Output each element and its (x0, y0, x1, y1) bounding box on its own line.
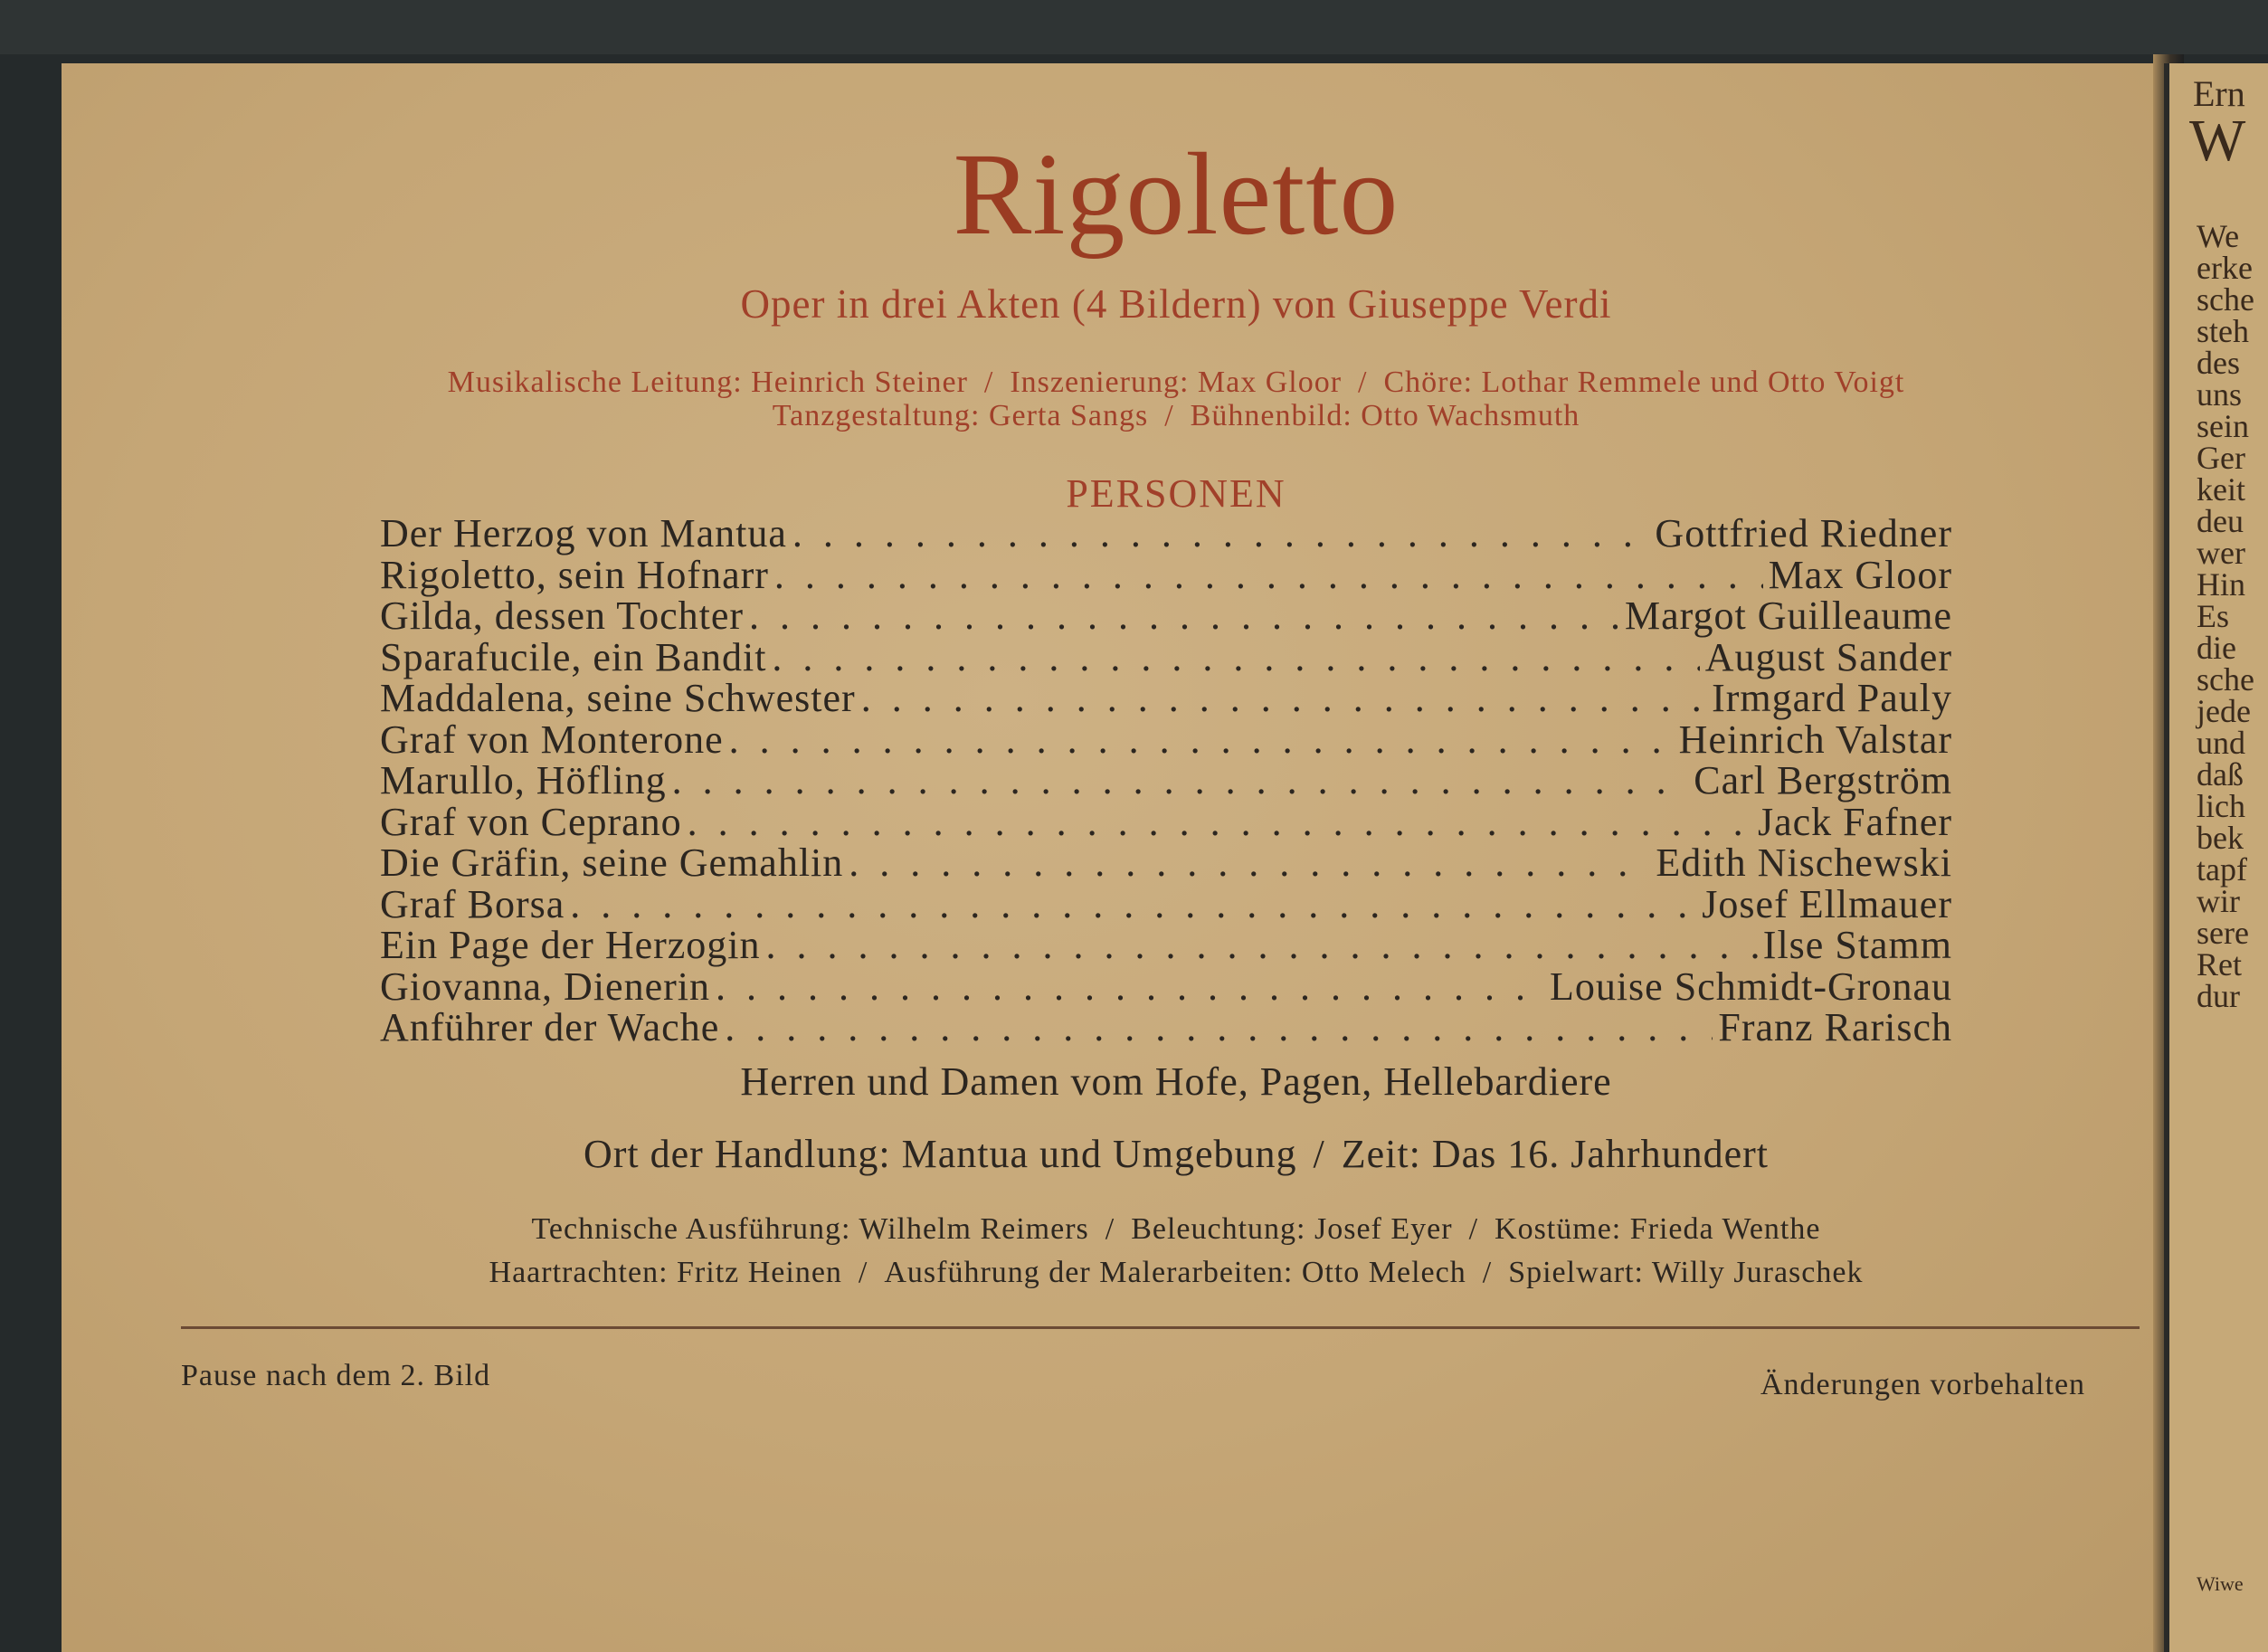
leader-dots (672, 760, 1689, 802)
cast-actor: August Sander (1704, 634, 1952, 679)
cast-row (380, 842, 1952, 884)
facing-text: W (2189, 108, 2246, 174)
facing-text: daß (2197, 756, 2244, 793)
cast-actor: Ilse Stamm (1762, 923, 1952, 967)
cast-role: Marullo, Höfling (380, 758, 667, 802)
facing-text: lich (2197, 788, 2245, 824)
facing-text: wir (2197, 883, 2240, 919)
facing-text: sche (2197, 281, 2254, 318)
cast-actor: Josef Ellmauer (1702, 881, 1952, 926)
cast-row (380, 719, 1952, 761)
leader-dots (849, 842, 1650, 884)
cast-row (380, 634, 1952, 679)
cast-actor: Gottfried Riedner (1655, 511, 1952, 555)
cast-actor: Max Gloor (1768, 552, 1952, 597)
facing-text: und (2197, 725, 2245, 761)
facing-text: die (2197, 630, 2236, 666)
separator: / (858, 1256, 868, 1289)
opera-title: Rigoletto (953, 129, 1400, 260)
leader-dots (570, 884, 1696, 926)
cast-role: Giovanna, Dienerin (380, 964, 710, 1009)
cast-role: Die Gräfin, seine Gemahlin (380, 840, 844, 885)
facing-text: Wiwe (2197, 1572, 2244, 1595)
leader-dots (792, 513, 1650, 555)
tech-credits-line-1 (0, 1212, 2268, 1247)
cast-row (380, 595, 1952, 637)
divider-rule (181, 1326, 2140, 1329)
cast-actor: Jack Fafner (1757, 799, 1952, 844)
cast-row (380, 678, 1952, 719)
facing-text: erke (2197, 250, 2253, 286)
cast-actor: Heinrich Valstar (1678, 717, 1952, 762)
credits-line-1 (0, 366, 2268, 400)
credit-choir: Chöre: Lothar Remmele und Otto Voigt (1383, 366, 1905, 399)
cast-role: Graf Borsa (380, 881, 565, 926)
facing-text: deu (2197, 503, 2244, 539)
credit-technical: Technische Ausführung: Wilhelm Reimers (531, 1212, 1089, 1246)
facing-text: Es (2197, 598, 2229, 634)
footer-intermission: Pause nach dem 2. Bild (181, 1359, 491, 1392)
leader-dots (861, 678, 1706, 719)
separator: / (1313, 1132, 1325, 1176)
cast-row (380, 799, 1952, 844)
cast-list (380, 513, 1952, 1049)
cast-actor: Edith Nischewski (1656, 840, 1952, 885)
facing-text: steh (2197, 313, 2249, 349)
cast-actor: Carl Bergström (1694, 758, 1952, 802)
time-text: Zeit: Das 16. Jahrhundert (1341, 1132, 1769, 1176)
cast-row (380, 966, 1952, 1008)
leader-dots (716, 966, 1544, 1008)
cast-row (380, 925, 1952, 966)
opera-subtitle: Oper in drei Akten (4 Bildern) von Giuseppe Verdi (740, 281, 1612, 327)
cast-row (380, 552, 1952, 597)
cast-row (380, 881, 1952, 926)
setting-line (0, 1131, 2268, 1177)
facing-text: uns (2197, 376, 2243, 413)
leader-dots (766, 925, 1758, 966)
cast-row (380, 760, 1952, 802)
facing-text: We (2197, 218, 2240, 254)
separator: / (983, 366, 994, 399)
facing-text: wer (2197, 535, 2245, 571)
tech-credits-line-2 (0, 1256, 2268, 1290)
chorus-line: Herren und Damen vom Hofe, Pagen, Hellebardiere (740, 1059, 1612, 1104)
facing-text: Ger (2197, 440, 2245, 476)
cast-role: Der Herzog von Mantua (380, 511, 787, 555)
cast-actor: Franz Rarisch (1718, 1005, 1952, 1049)
credit-lighting: Beleuchtung: Josef Eyer (1131, 1212, 1453, 1246)
leader-dots (688, 802, 1752, 843)
place-text: Ort der Handlung: Mantua und Umgebung (584, 1132, 1297, 1176)
separator: / (1482, 1256, 1493, 1289)
footer-disclaimer: Änderungen vorbehalten (1760, 1368, 2086, 1401)
leader-dots (774, 555, 1763, 596)
credit-props: Spielwart: Willy Juraschek (1508, 1256, 1864, 1289)
credit-hair: Haartrachten: Fritz Heinen (489, 1256, 842, 1289)
cast-role: Maddalena, seine Schwester (380, 676, 856, 720)
leader-dots (729, 719, 1674, 761)
cast-role: Rigoletto, sein Hofnarr (380, 552, 769, 597)
personen-heading: PERSONEN (1066, 471, 1286, 516)
cast-role: Graf von Monterone (380, 717, 724, 762)
facing-text: sche (2197, 661, 2254, 698)
credit-costumes: Kostüme: Frieda Wenthe (1495, 1212, 1821, 1246)
credit-conductor: Musikalische Leitung: Heinrich Steiner (447, 366, 968, 399)
facing-text: tapf (2197, 851, 2247, 888)
separator: / (1105, 1212, 1115, 1246)
cast-role: Sparafucile, ein Bandit (380, 634, 767, 679)
cast-actor: Louise Schmidt-Gronau (1549, 964, 1952, 1009)
credits-line-2 (0, 399, 2268, 433)
facing-text: Ret (2197, 946, 2242, 983)
cast-role: Graf von Ceprano (380, 799, 682, 844)
credit-director: Inszenierung: Max Gloor (1010, 366, 1343, 399)
cast-actor: Irmgard Pauly (1712, 676, 1952, 720)
cast-row (380, 513, 1952, 555)
facing-text: des (2197, 345, 2240, 381)
leader-dots (725, 1007, 1713, 1049)
credit-choreography: Tanzgestaltung: Gerta Sangs (772, 399, 1149, 432)
leader-dots (749, 595, 1619, 637)
separator: / (1358, 366, 1368, 399)
cast-row (380, 1007, 1952, 1049)
cast-role: Ein Page der Herzogin (380, 923, 761, 967)
facing-text: keit (2197, 471, 2245, 508)
facing-text: dur (2197, 978, 2240, 1014)
separator: / (1468, 1212, 1479, 1246)
cast-role: Anführer der Wache (380, 1005, 720, 1049)
separator: / (1164, 399, 1174, 432)
background-shadow (0, 0, 2268, 54)
credit-painting: Ausführung der Malerarbeiten: Otto Melech (884, 1256, 1466, 1289)
facing-text: sein (2197, 408, 2249, 444)
facing-text: Ern (2193, 73, 2245, 114)
leader-dots (772, 637, 1699, 679)
cast-actor: Margot Guilleaume (1625, 593, 1952, 638)
cast-role: Gilda, dessen Tochter (380, 593, 745, 638)
credit-stage-design: Bühnenbild: Otto Wachsmuth (1190, 399, 1580, 432)
facing-text: sere (2197, 915, 2249, 951)
facing-text: bek (2197, 820, 2244, 856)
facing-text: jede (2197, 693, 2251, 729)
facing-text: Hin (2197, 566, 2245, 603)
